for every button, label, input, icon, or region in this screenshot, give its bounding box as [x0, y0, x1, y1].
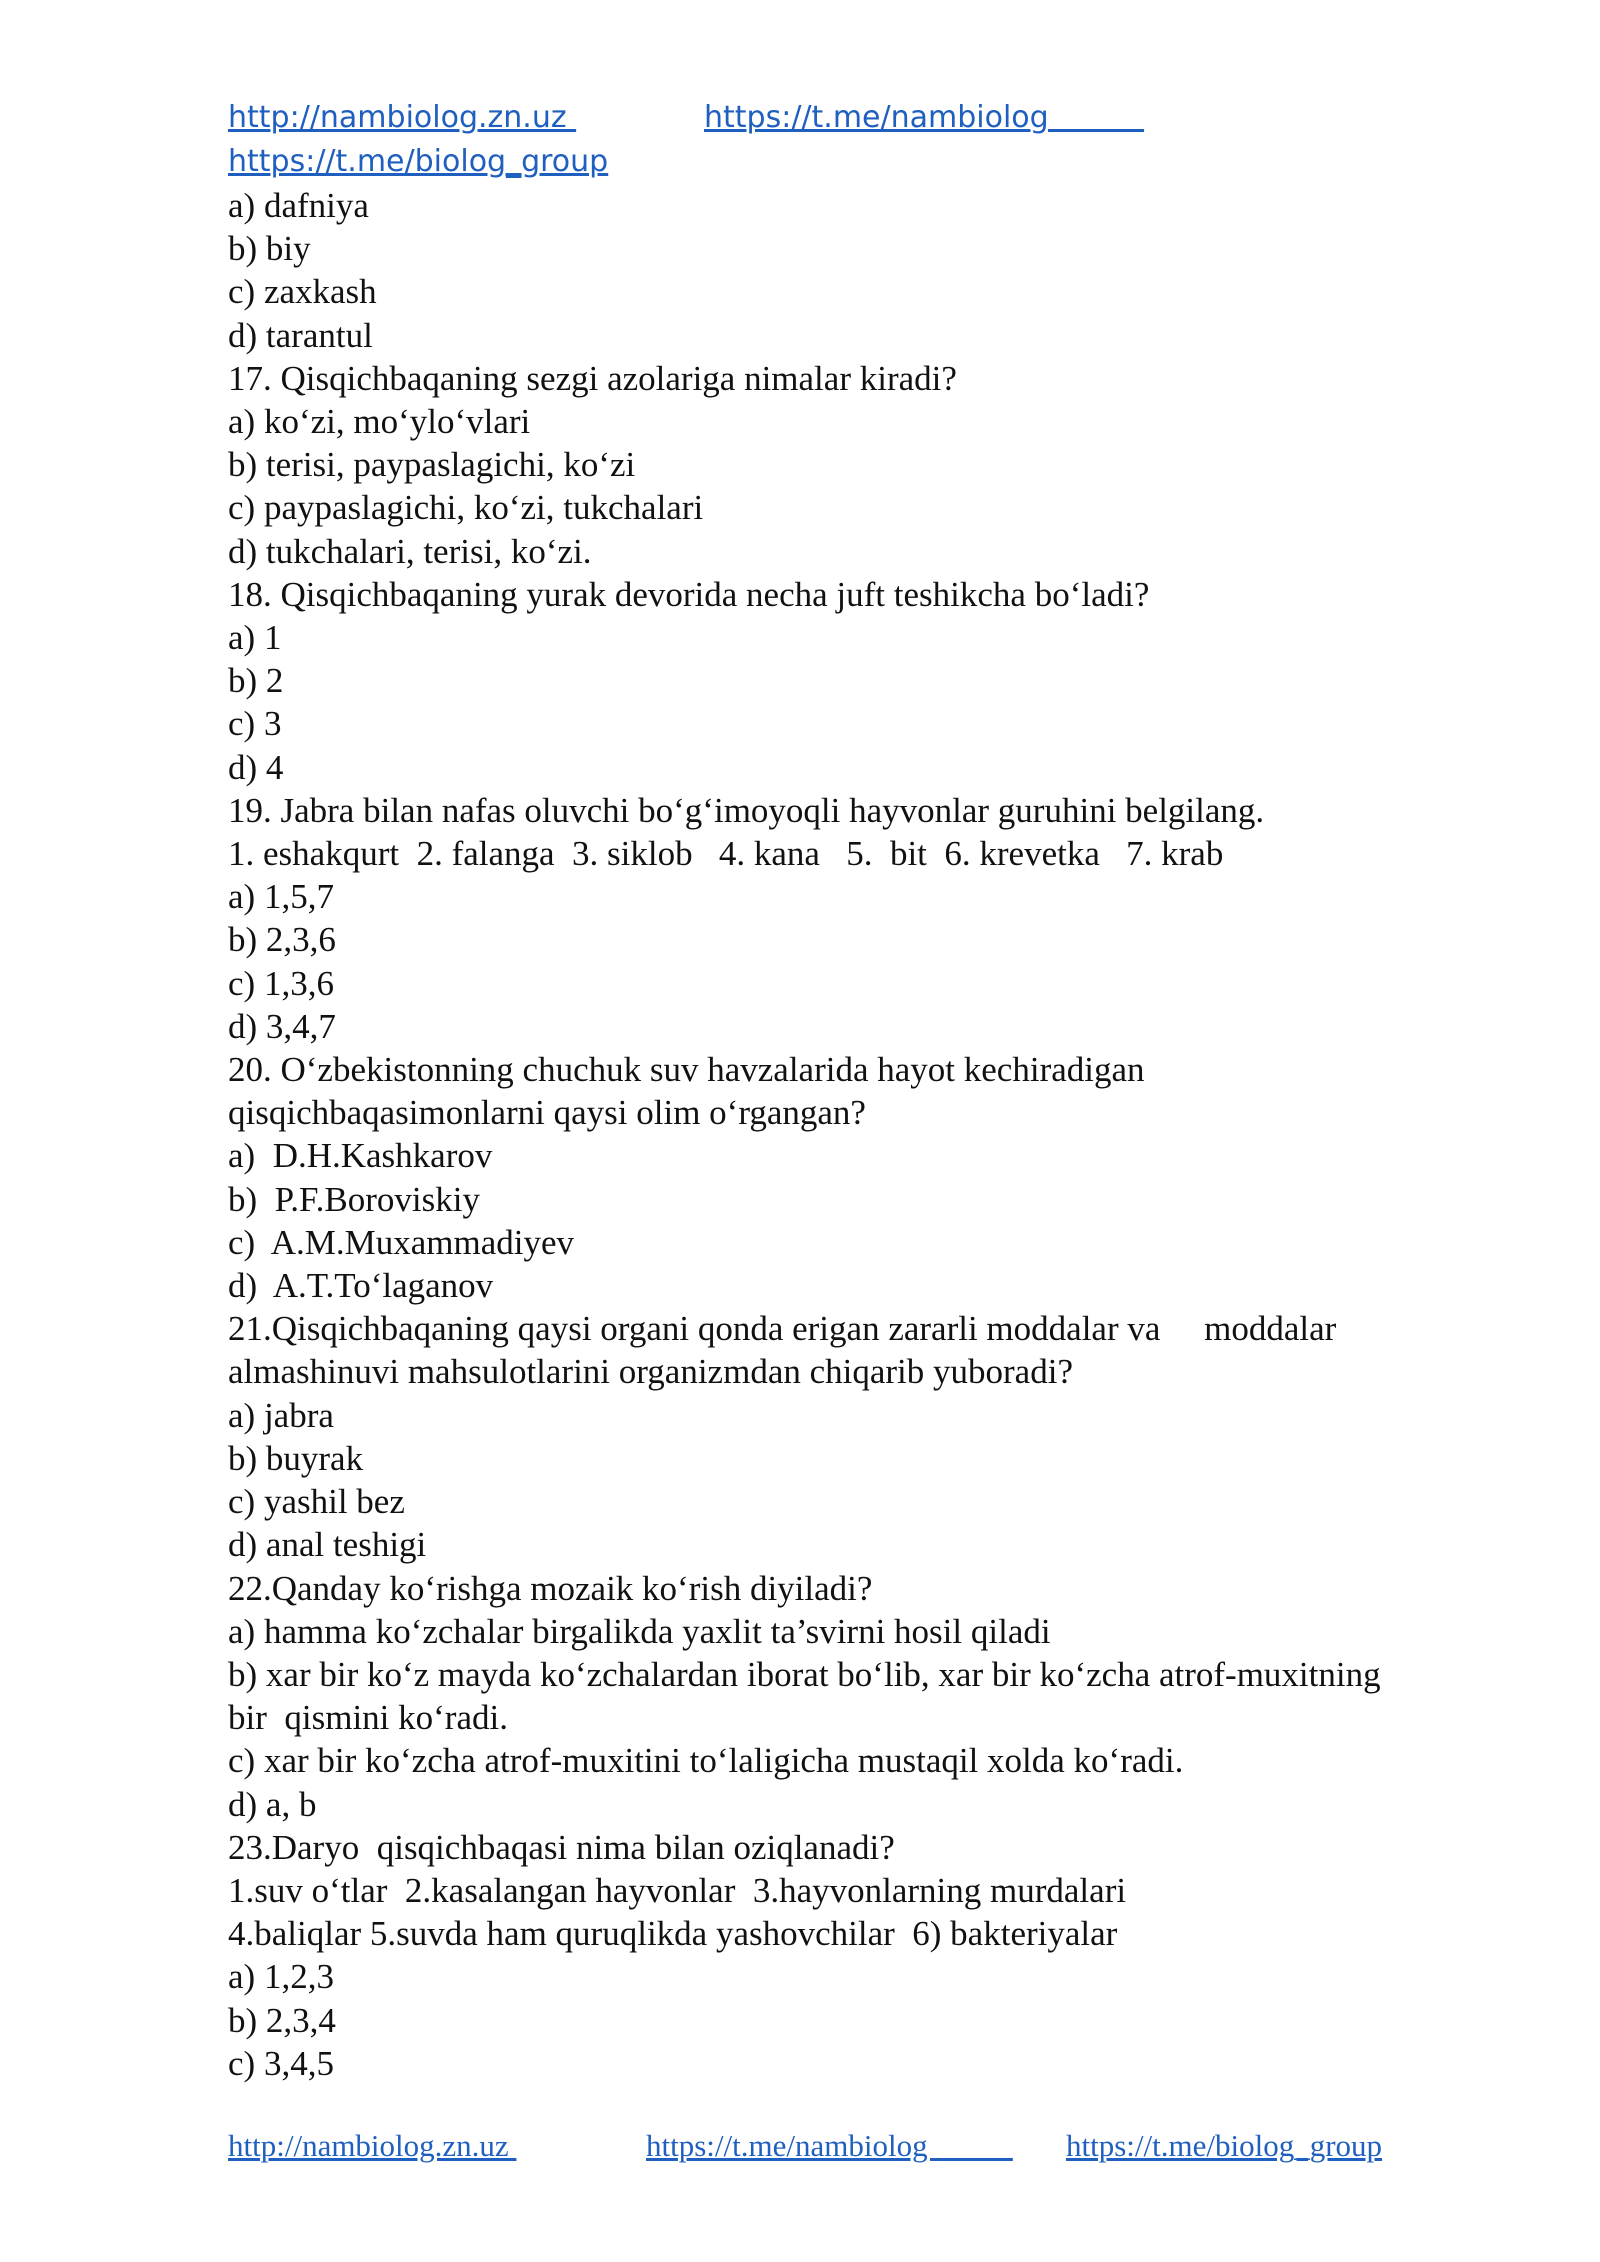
text-line: d) 4 — [228, 747, 284, 787]
text-line: a) 1,2,3 — [228, 1957, 334, 1997]
text-line: 1.suv oʻtlar 2.kasalangan hayvonlar 3.hayvonlarning murdalari — [228, 1870, 1127, 1910]
quiz-body — [228, 184, 1488, 2085]
text-line: b) 2,3,6 — [228, 920, 336, 960]
text-line: c) A.M.Muxammadiyev — [228, 1222, 575, 1262]
footer-link-group[interactable]: https://t.me/biolog_group — [1066, 2128, 1383, 2163]
text-line: 22.Qanday koʻrishga mozaik koʻrish diyiladi? — [228, 1568, 873, 1608]
text-line: a) 1,5,7 — [228, 877, 334, 917]
text-line: b) xar bir koʻz mayda koʻzchalardan iborat boʻlib, xar bir koʻzcha atrof-muxitning — [228, 1654, 1381, 1694]
text-line: almashinuvi mahsulotlarini organizmdan chiqarib yuboradi? — [228, 1352, 1073, 1392]
text-line: a) jabra — [228, 1395, 334, 1435]
text-line: 17. Qisqichbaqaning sezgi azolariga nimalar kiradi? — [228, 358, 957, 398]
text-line: a) koʻzi, moʻyloʻvlari — [228, 402, 531, 442]
footer-link-site[interactable]: http://nambiolog.zn.uz — [228, 2128, 517, 2163]
header-link-group[interactable]: https://t.me/biolog_group — [228, 144, 609, 179]
text-line: d) tarantul — [228, 315, 373, 355]
text-line: b) 2,3,4 — [228, 2000, 336, 2040]
footer-link-telegram[interactable]: https://t.me/nambiolog — [646, 2128, 1013, 2163]
text-line: d) 3,4,7 — [228, 1006, 336, 1046]
text-line: b) P.F.Boroviskiy — [228, 1179, 480, 1219]
text-line: a) dafniya — [228, 186, 369, 225]
text-line: a) D.H.Kashkarov — [228, 1136, 493, 1176]
text-line: d) tukchalari, terisi, koʻzi. — [228, 531, 592, 571]
text-line: 20. Oʻzbekistonning chuchuk suv havzalarida hayot kechiradigan — [228, 1050, 1145, 1090]
text-line: 19. Jabra bilan nafas oluvchi boʻgʻimoyoqli hayvonlar guruhini belgilang. — [228, 790, 1265, 830]
header-link-telegram[interactable]: https://t.me/nambiolog — [704, 100, 1145, 135]
text-line: c) paypaslagichi, koʻzi, tukchalari — [228, 488, 704, 528]
text-line: qisqichbaqasimonlarni qaysi olim oʻrgangan? — [228, 1093, 866, 1133]
text-line: 21.Qisqichbaqaning qaysi organi qonda erigan zararli moddalar va moddalar — [228, 1309, 1337, 1349]
text-line: b) buyrak — [228, 1438, 364, 1478]
text-line: c) 3 — [228, 704, 282, 744]
text-line: c) 3,4,5 — [228, 2043, 334, 2083]
text-line: b) 2 — [228, 661, 284, 701]
text-line: d) anal teshigi — [228, 1525, 427, 1565]
text-line: a) 1 — [228, 618, 282, 658]
text-line: bir qismini koʻradi. — [228, 1698, 508, 1738]
text-line: 4.baliqlar 5.suvda ham quruqlikda yashovchilar 6) bakteriyalar — [228, 1914, 1118, 1954]
text-line: b) terisi, paypaslagichi, koʻzi — [228, 445, 636, 485]
text-line: d) a, b — [228, 1784, 317, 1824]
text-line: 1. eshakqurt 2. falanga 3. siklob 4. kana 5. bit 6. krevetka 7. krab — [228, 834, 1224, 874]
text-line: 23.Daryo qisqichbaqasi nima bilan oziqlanadi? — [228, 1827, 895, 1867]
header-link-site[interactable]: http://nambiolog.zn.uz — [228, 100, 577, 135]
text-line: c) zaxkash — [228, 272, 377, 312]
text-line: c) xar bir koʻzcha atrof-muxitini toʻlaligicha mustaqil xolda koʻradi. — [228, 1741, 1184, 1781]
text-line: c) yashil bez — [228, 1482, 405, 1522]
text-line: b) biy — [228, 229, 311, 269]
text-line: d) A.T.Toʻlaganov — [228, 1266, 494, 1306]
text-line: a) hamma koʻzchalar birgalikda yaxlit ta’svirni hosil qiladi — [228, 1611, 1051, 1651]
text-line: 18. Qisqichbaqaning yurak devorida necha juft teshikcha boʻladi? — [228, 574, 1150, 614]
text-line: c) 1,3,6 — [228, 963, 334, 1003]
